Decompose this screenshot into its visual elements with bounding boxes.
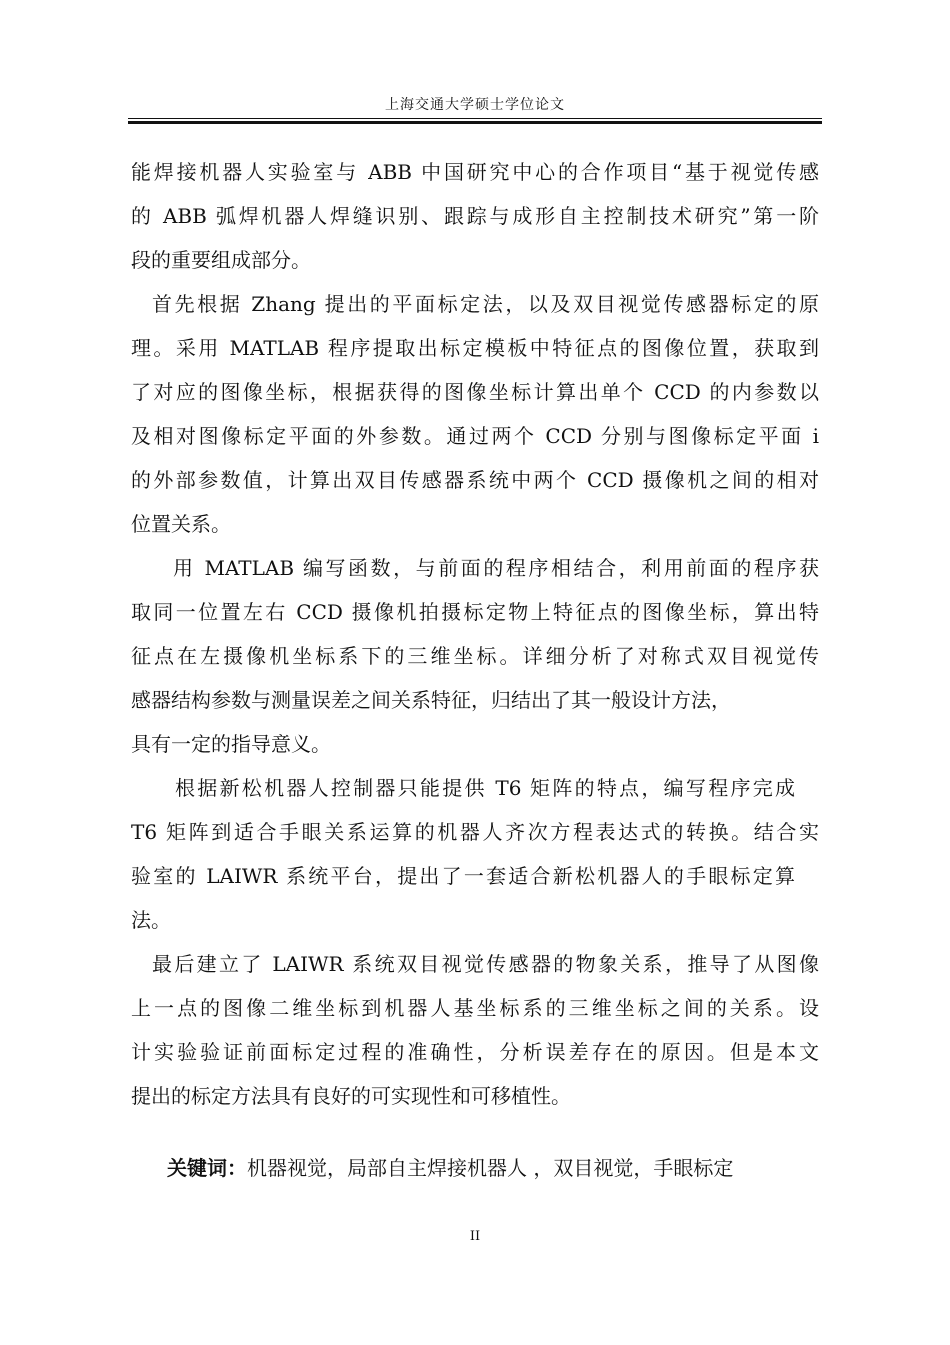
paragraph-2-line-2: 理。采用 MATLAB 程序提取出标定模板中特征点的图像位置，获取到 (131, 336, 819, 360)
header-rule-thin (128, 118, 822, 119)
paragraph-2-line-4: 及相对图像标定平面的外参数。通过两个 CCD 分别与图像标定平面 i (131, 424, 819, 448)
keywords-text: 机器视觉，局部自主焊接机器人 ，双目视觉，手眼标定 (247, 1156, 734, 1180)
paragraph-1-line-1: 能焊接机器人实验室与 ABB 中国研究中心的合作项目“基于视觉传感 (131, 160, 819, 184)
header-container (128, 94, 822, 115)
paragraph-4-line-3: 验室的 LAIWR 系统平台，提出了一套适合新松机器人的手眼标定算 (131, 864, 795, 888)
paragraph-3-line-4: 感器结构参数与测量误差之间关系特征，归结出了其一般设计方法， (131, 688, 731, 712)
paragraph-5-line-2: 上一点的图像二维坐标到机器人基坐标系的三维坐标之间的关系。设 (131, 996, 819, 1020)
paragraph-3-line-3: 征点在左摄像机坐标系下的三维坐标。详细分析了对称式双目视觉传 (131, 644, 819, 668)
paragraph-5-line-3: 计实验验证前面标定过程的准确性，分析误差存在的原因。但是本文 (131, 1040, 819, 1064)
paragraph-3-line-5: 具有一定的指导意义。 (131, 732, 331, 756)
header-title: 上海交通大学硕士学位论文 (385, 97, 565, 113)
paragraph-5-line-1: 最后建立了 LAIWR 系统双目视觉传感器的物象关系，推导了从图像 (152, 952, 819, 976)
paragraph-3-line-1: 用 MATLAB 编写函数，与前面的程序相结合，利用前面的程序获 (173, 556, 819, 580)
paragraph-2-line-3: 了对应的图像坐标，根据获得的图像坐标计算出单个 CCD 的内参数以 (131, 380, 819, 404)
keywords-label: 关键词： (167, 1156, 247, 1180)
paragraph-2-line-1: 首先根据 Zhang 提出的平面标定法，以及双目视觉传感器标定的原 (152, 292, 819, 316)
paragraph-5-line-4: 提出的标定方法具有良好的可实现性和可移植性。 (131, 1084, 571, 1108)
paragraph-4-line-2: T6 矩阵到适合手眼关系运算的机器人齐次方程表达式的转换。结合实 (131, 820, 819, 844)
paragraph-2-line-6: 位置关系。 (131, 512, 231, 536)
paragraph-4-line-4: 法。 (131, 908, 171, 932)
keywords-line (167, 1146, 733, 1190)
paragraph-4-line-1: 根据新松机器人控制器只能提供 T6 矩阵的特点，编写程序完成 (175, 776, 795, 800)
paragraph-1-line-2: 的 ABB 弧焊机器人焊缝识别、跟踪与成形自主控制技术研究”第一阶 (131, 204, 819, 228)
paragraph-1-line-3: 段的重要组成部分。 (131, 248, 311, 272)
paragraph-3-line-2: 取同一位置左右 CCD 摄像机拍摄标定物上特征点的图像坐标，算出特 (131, 600, 819, 624)
header-rule-thick (128, 121, 822, 124)
page-number: II (469, 1229, 481, 1244)
paragraph-2-line-5: 的外部参数值，计算出双目传感器系统中两个 CCD 摄像机之间的相对 (131, 468, 819, 492)
